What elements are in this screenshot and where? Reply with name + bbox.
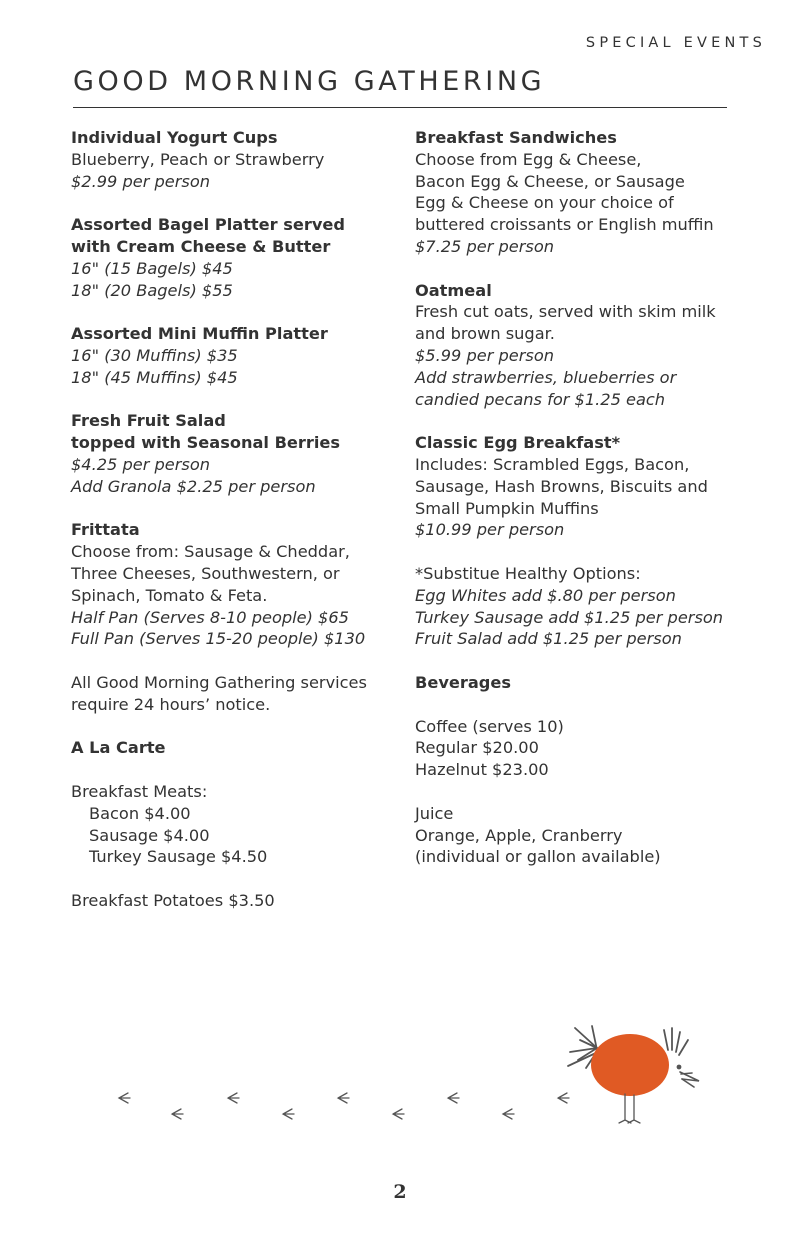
footprint-mark: [448, 1093, 459, 1103]
menu-item-price: $10.99 per person: [415, 520, 565, 540]
page-title: GOOD MORNING GATHERING: [73, 66, 546, 97]
menu-item: [71, 127, 401, 192]
breakfast-meats: [71, 781, 401, 868]
menu-item-description: Includes: Scrambled Eggs, Bacon,: [415, 454, 690, 474]
notice-line: All Good Morning Gathering services: [71, 672, 367, 692]
menu-item-price: Egg Whites add $.80 per person: [415, 585, 676, 605]
menu-item: [415, 432, 755, 541]
menu-item: [415, 127, 755, 258]
menu-item-title: topped with Seasonal Berries: [71, 433, 341, 453]
menu-item: [415, 280, 755, 411]
bird-icon: [568, 1026, 699, 1123]
meat-item: Sausage $4.00: [89, 825, 210, 845]
notice-line: require 24 hours’ notice.: [71, 694, 271, 714]
notice: [71, 672, 401, 716]
menu-item-price: $5.99 per person: [415, 345, 555, 365]
menu-item: [71, 323, 401, 388]
footprint-mark: [283, 1109, 294, 1119]
menu-item-description: Choose from Egg & Cheese,: [415, 149, 642, 169]
footprints: [119, 1093, 569, 1119]
menu-item-price: Add strawberries, blueberries or: [415, 367, 677, 387]
menu-item-price: 16" (30 Muffins) $35: [71, 345, 238, 365]
menu-item-price: Turkey Sausage add $1.25 per person: [415, 607, 724, 627]
menu-item-description: buttered croissants or English muffin: [415, 215, 714, 235]
menu-item-price: 18" (45 Muffins) $45: [71, 367, 238, 387]
menu-item-price: 18" (20 Bagels) $55: [71, 280, 233, 300]
menu-item: [71, 519, 401, 650]
menu-item-price: $4.25 per person: [71, 454, 211, 474]
beverage-line: Orange, Apple, Cranberry: [415, 825, 623, 845]
beverage-group: [415, 803, 755, 868]
left-column: [71, 127, 401, 933]
menu-item-price: Full Pan (Serves 15-20 people) $130: [71, 629, 366, 649]
a-la-carte-title: A La Carte: [71, 738, 166, 758]
menu-item: [415, 563, 755, 650]
menu-item-description: Spinach, Tomato & Feta.: [71, 585, 268, 605]
beverage-line: Coffee (serves 10): [415, 716, 564, 736]
menu-item-title: Frittata: [71, 520, 140, 540]
beverage-line: Juice: [415, 803, 454, 823]
breakfast-potatoes-line: Breakfast Potatoes $3.50: [71, 890, 275, 910]
menu-item-description: Bacon Egg & Cheese, or Sausage: [415, 171, 685, 191]
bird-with-footprints-icon: [0, 1010, 800, 1140]
menu-item-price: Fruit Salad add $1.25 per person: [415, 629, 682, 649]
beverages-title: Beverages: [415, 672, 511, 692]
menu-item-price: candied pecans for $1.25 each: [415, 389, 666, 409]
right-column: [415, 127, 755, 890]
menu-item-description: Egg & Cheese on your choice of: [415, 193, 674, 213]
menu-item-title: Individual Yogurt Cups: [71, 128, 278, 147]
breakfast-meats-label: Breakfast Meats:: [71, 781, 208, 801]
title-rule: [73, 107, 727, 108]
menu-item-price: Add Granola $2.25 per person: [71, 476, 316, 496]
footprint-mark: [172, 1109, 183, 1119]
footprint-mark: [228, 1093, 239, 1103]
menu-item-title: Assorted Bagel Platter served: [71, 215, 345, 235]
menu-item-title: with Cream Cheese & Butter: [71, 236, 331, 256]
menu-item-title: Oatmeal: [415, 280, 492, 300]
menu-item-description: and brown sugar.: [415, 324, 555, 344]
menu-item-description: Choose from: Sausage & Cheddar,: [71, 542, 350, 562]
menu-item-title: Breakfast Sandwiches: [415, 128, 617, 147]
menu-item-title: Classic Egg Breakfast*: [415, 433, 621, 453]
meat-item: Bacon $4.00: [89, 803, 191, 823]
footprint-mark: [503, 1109, 514, 1119]
menu-item-price: $2.99 per person: [71, 171, 211, 191]
footprint-mark: [119, 1093, 130, 1103]
page-number: 2: [393, 1181, 407, 1203]
beverage-line: Regular $20.00: [415, 738, 539, 758]
menu-item-description: Small Pumpkin Muffins: [415, 498, 599, 518]
menu-item: [71, 410, 401, 497]
footprint-mark: [393, 1109, 404, 1119]
footprint-mark: [338, 1093, 349, 1103]
breakfast-potatoes: [71, 890, 401, 912]
footprint-mark: [558, 1093, 569, 1103]
menu-item-description: Three Cheeses, Southwestern, or: [71, 563, 340, 583]
a-la-carte-heading-block: [71, 737, 401, 759]
menu-item: [71, 214, 401, 301]
beverage-line: (individual or gallon available): [415, 847, 661, 867]
menu-item-description: Blueberry, Peach or Strawberry: [71, 149, 325, 169]
menu-item-description: Fresh cut oats, served with skim milk: [415, 302, 716, 322]
menu-item-title: Assorted Mini Muffin Platter: [71, 324, 328, 344]
beverage-line: Hazelnut $23.00: [415, 760, 549, 780]
beverage-group: [415, 716, 755, 781]
menu-item-price: Half Pan (Serves 8-10 people) $65: [71, 607, 349, 627]
menu-item-price: $7.25 per person: [415, 236, 555, 256]
menu-item-title: Fresh Fruit Salad: [71, 411, 226, 431]
section-label: SPECIAL EVENTS: [585, 35, 766, 51]
beverages-heading-block: [415, 672, 755, 694]
meat-item: Turkey Sausage $4.50: [89, 847, 268, 867]
menu-item-price: 16" (15 Bagels) $45: [71, 258, 233, 278]
menu-item-description: *Substitue Healthy Options:: [415, 563, 641, 583]
menu-item-description: Sausage, Hash Browns, Biscuits and: [415, 476, 708, 496]
